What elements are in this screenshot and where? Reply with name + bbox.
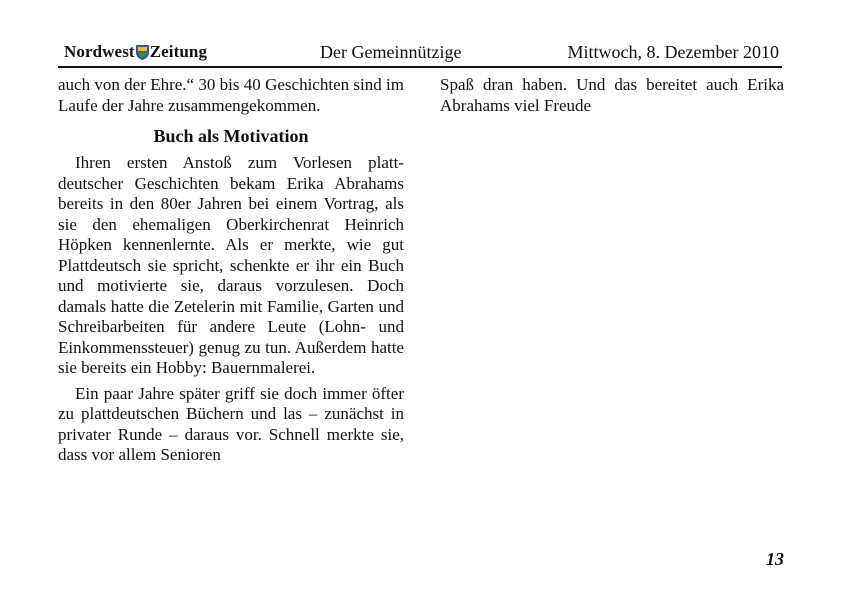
masthead-right-text: Zeitung [149, 42, 208, 61]
article-subheading: Buch als Motivation [153, 126, 309, 146]
newspaper-masthead [64, 42, 207, 62]
section-title: Der Gemeinnützige [320, 42, 462, 62]
article-paragraph-continued: Spaß dran haben. Und das bereitet auch Erika Abrahams viel Freude [440, 75, 784, 115]
crest-icon [136, 45, 149, 60]
masthead-left-text: Nordwest [64, 42, 135, 61]
article-paragraph-continued: auch von der Ehre.“ 30 bis 40 Geschichten sind im Laufe der Jahre zusammengekommen. [58, 75, 404, 115]
article-paragraph: Ein paar Jahre später griff sie doch immer öfter zu plattdeutschen Büchern und las – zunächst in privater Runde – daraus vor. Schnell merkte sie, dass vor allem Senioren [58, 383, 404, 464]
page-header [58, 40, 782, 68]
left-column [58, 75, 404, 466]
issue-date: Mittwoch, 8. Dezember 2010 [567, 42, 779, 62]
article-paragraph: Ihren ersten Anstoß zum Vorlesen plattdeutscher Geschichten bekam Erika Abrahams bereits in den 80er Jahren bei einem Vortrag, als sie den ehemaligen Oberkirchenrat Heinrich Höpken kennenlernte. Als er merkte, wie gut Plattdeutsch sie spricht, schenkte er ihr ein Buch und motivierte sie, daraus vorzulesen. Doch damals hatte die Zetelerin mit Familie, Garten und Schreibarbeiten für andere Leute (Lohn- und Einkommenssteuer) genug zu tun. Außerdem hatte sie bereits ein Hobby: Bauernmalerei. [58, 153, 404, 377]
right-column [440, 75, 784, 116]
page-number: 13 [766, 549, 784, 569]
